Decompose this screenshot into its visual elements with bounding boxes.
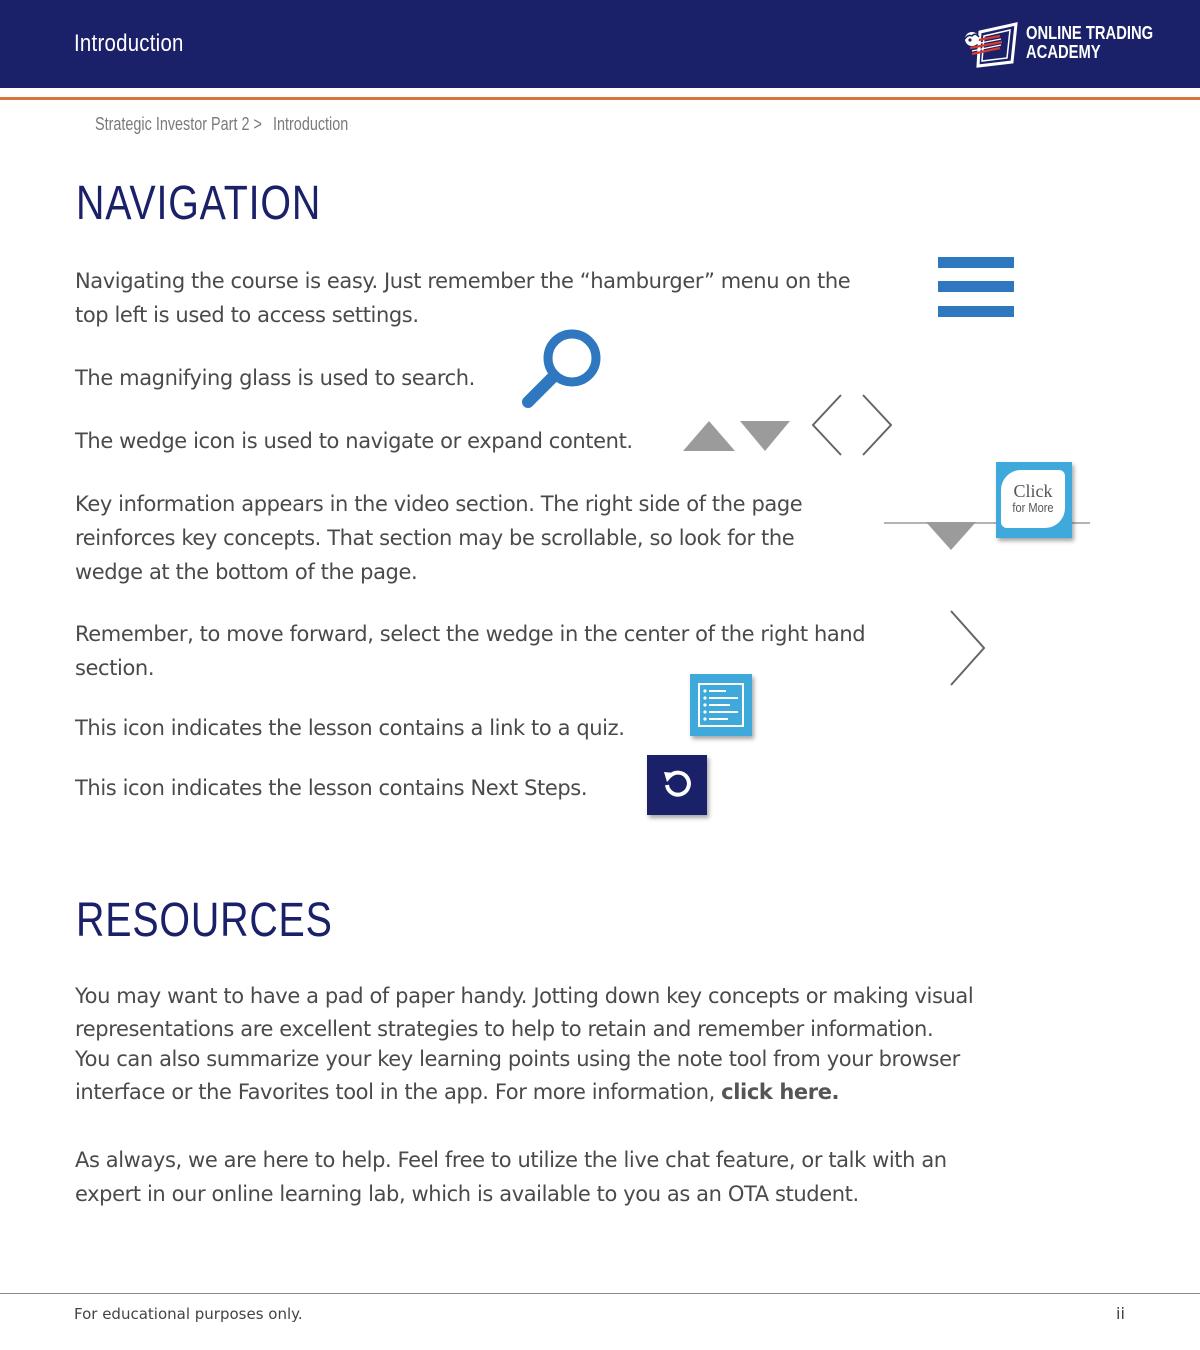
text-line: As always, we are here to help. Feel free to utilize the live chat feature, or talk with an — [75, 1148, 947, 1172]
nav-paragraph-quiz: This icon indicates the lesson contains a link to a quiz. — [75, 716, 625, 740]
chevron-right-icon — [948, 609, 988, 687]
for-more-label: for More — [1012, 500, 1054, 515]
click-for-more-badge — [1001, 470, 1065, 528]
footer-divider — [0, 1293, 1200, 1294]
nav-paragraph-search: The magnifying glass is used to search. — [75, 366, 475, 390]
text-line: expert in our online learning lab, which is available to you as an OTA student. — [75, 1182, 859, 1206]
next-steps-button — [647, 755, 707, 815]
text-line: reinforces key concepts. That section may be scrollable, so look for the — [75, 526, 795, 550]
breadcrumb-parent[interactable]: Strategic Investor Part 2 > — [95, 114, 262, 134]
breadcrumb-current: Introduction — [273, 114, 349, 134]
logo-line-2: ACADEMY — [1026, 42, 1101, 62]
resources-paragraph-1 — [75, 980, 973, 1109]
click-label: Click — [1013, 481, 1053, 501]
quiz-list-icon — [698, 683, 744, 727]
chevron-left-icon — [810, 393, 844, 457]
text-line — [75, 1076, 973, 1109]
text-line: wedge at the bottom of the page. — [75, 560, 418, 584]
text-span: interface or the Favorites tool in the app. For more information, — [75, 1080, 715, 1104]
triangle-down-icon — [740, 421, 790, 451]
logo-icon — [960, 22, 1022, 68]
nav-paragraph-wedge: The wedge icon is used to navigate or expand content. — [75, 429, 633, 453]
text-line: You may want to have a pad of paper handy. Jotting down key concepts or making visual — [75, 984, 974, 1008]
quiz-button — [690, 674, 752, 736]
text-line: Navigating the course is easy. Just remember the “hamburger” menu on the — [75, 269, 851, 293]
click-for-more-button — [996, 462, 1072, 538]
triangle-down-icon — [926, 522, 976, 550]
resources-heading: RESOURCES — [76, 894, 333, 947]
nav-paragraph-hamburger — [75, 264, 850, 332]
header-divider — [0, 97, 1200, 100]
resources-paragraph-2 — [75, 1143, 947, 1211]
click-here-link[interactable]: click here. — [721, 1080, 840, 1104]
navigation-heading: NAVIGATION — [76, 177, 322, 230]
page-number: ii — [1116, 1304, 1125, 1323]
text-line: section. — [75, 656, 155, 680]
header-title: Introduction — [74, 30, 184, 57]
text-line: representations are excellent strategies to help to retain and remember information. — [75, 1017, 934, 1041]
refresh-icon — [661, 768, 693, 800]
ota-logo — [960, 22, 1154, 68]
triangle-up-icon — [683, 421, 735, 451]
hamburger-icon — [938, 257, 1014, 317]
chevron-right-icon — [860, 393, 894, 457]
text-line: Remember, to move forward, select the wedge in the center of the right hand — [75, 622, 866, 646]
logo-text — [1026, 24, 1153, 62]
search-icon — [520, 326, 606, 410]
header-bar — [0, 0, 1200, 88]
text-line: You can also summarize your key learning points using the note tool from your browser — [75, 1047, 960, 1071]
footer-disclaimer: For educational purposes only. — [74, 1305, 303, 1323]
logo-line-1: ONLINE TRADING — [1026, 23, 1154, 43]
text-line: Key information appears in the video section. The right side of the page — [75, 492, 803, 516]
text-line: top left is used to access settings. — [75, 303, 419, 327]
nav-paragraph-key-info — [75, 487, 802, 589]
nav-paragraph-next-steps: This icon indicates the lesson contains Next Steps. — [75, 776, 588, 800]
